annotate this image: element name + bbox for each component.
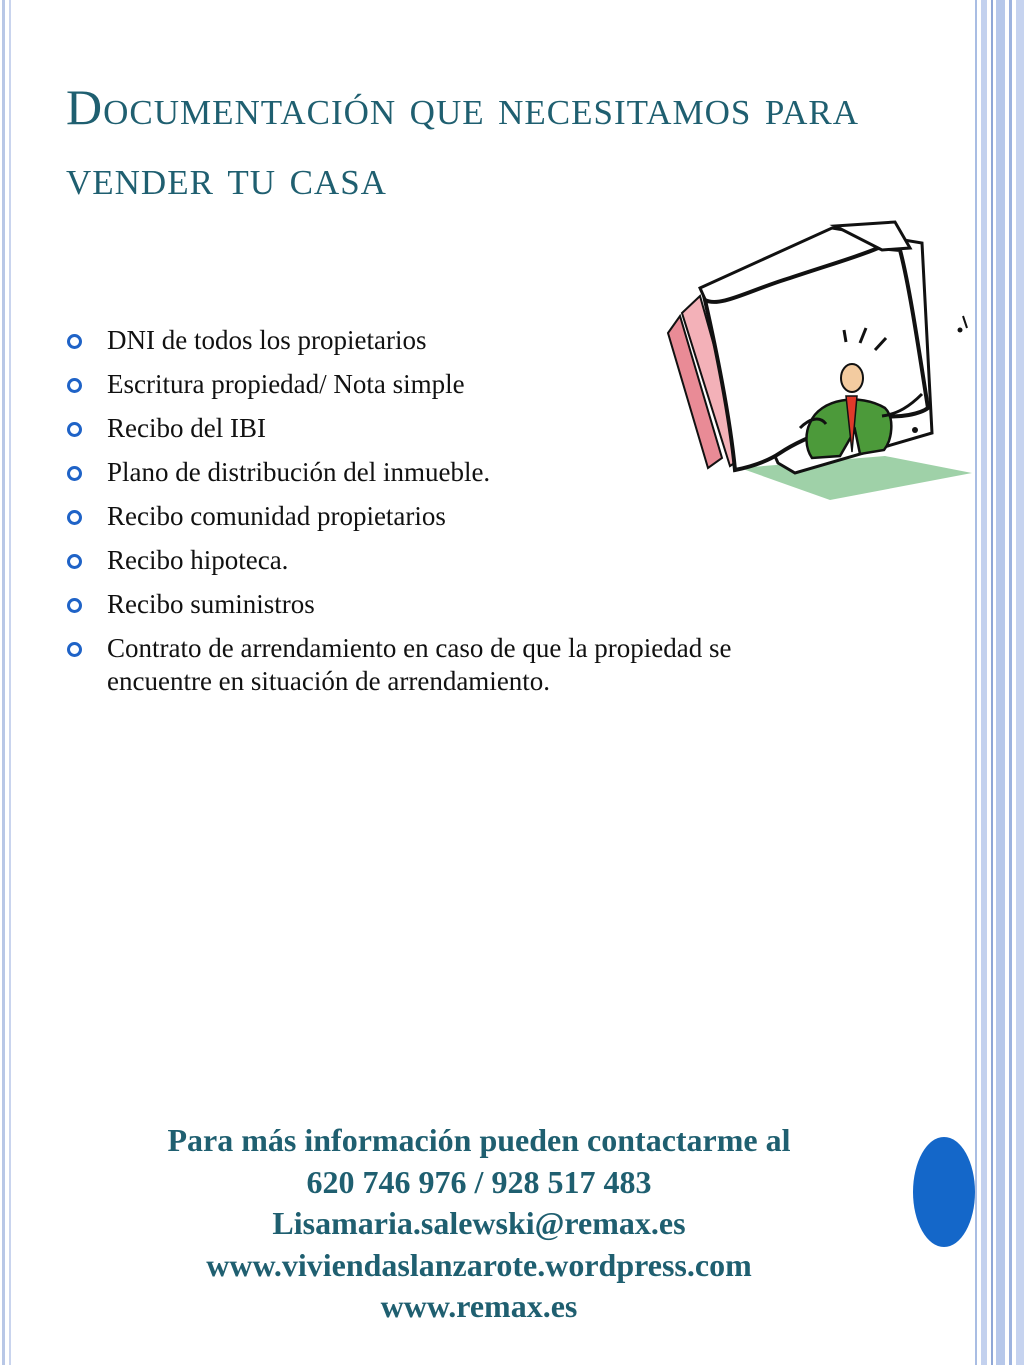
list-item-label: Recibo suministros bbox=[107, 589, 315, 619]
list-item bbox=[66, 588, 766, 621]
right-border-line-4 bbox=[996, 0, 1005, 1365]
list-item bbox=[66, 632, 766, 698]
stress-line bbox=[963, 316, 967, 328]
bullet-icon bbox=[67, 598, 82, 613]
right-border-line-3 bbox=[991, 0, 993, 1365]
decorative-blue-oval bbox=[913, 1137, 975, 1247]
list-item-label: Plano de distribución del inmueble. bbox=[107, 457, 491, 487]
contact-phones: 620 746 976 / 928 517 483 bbox=[306, 1163, 652, 1200]
list-item bbox=[66, 544, 766, 577]
stress-line bbox=[844, 330, 846, 342]
bullet-icon bbox=[67, 334, 82, 349]
bullet-icon bbox=[67, 422, 82, 437]
stress-dot bbox=[958, 328, 963, 333]
bullet-icon bbox=[67, 466, 82, 481]
ground-shadow bbox=[740, 456, 972, 500]
man-carrying-folder-icon bbox=[660, 218, 975, 508]
bullet-icon bbox=[67, 554, 82, 569]
bullet-icon bbox=[67, 642, 82, 657]
man-head bbox=[841, 364, 863, 392]
contact-block bbox=[66, 1120, 892, 1328]
right-border-line-6 bbox=[1016, 0, 1024, 1365]
list-item-label: Recibo comunidad propietarios bbox=[107, 501, 446, 531]
right-border-line-2 bbox=[981, 0, 987, 1365]
contact-website-wordpress[interactable]: www.viviendaslanzarote.wordpress.com bbox=[206, 1246, 752, 1283]
list-item-label: Escritura propiedad/ Nota simple bbox=[107, 369, 465, 399]
list-item-label: Contrato de arrendamiento en caso de que la propiedad se encuentre en situación de arrendamiento. bbox=[107, 633, 732, 696]
page-title: Documentación que necesitamos para vender tu casa bbox=[66, 79, 859, 205]
contact-email[interactable]: Lisamaria.salewski@remax.es bbox=[272, 1205, 686, 1241]
bullet-icon bbox=[67, 510, 82, 525]
left-border-line bbox=[2, 0, 5, 1365]
contact-intro: Para más información pueden contactarme al bbox=[167, 1122, 791, 1158]
list-item-label: DNI de todos los propietarios bbox=[107, 325, 427, 355]
contact-website-remax[interactable]: www.remax.es bbox=[380, 1288, 578, 1324]
right-border-line-1 bbox=[975, 0, 977, 1365]
bullet-icon bbox=[67, 378, 82, 393]
left-border-line-inner bbox=[9, 0, 11, 1365]
right-border-line-5 bbox=[1009, 0, 1012, 1365]
list-item-label: Recibo hipoteca. bbox=[107, 545, 289, 575]
stress-dot bbox=[912, 427, 918, 433]
list-item-label: Recibo del IBI bbox=[107, 413, 266, 443]
